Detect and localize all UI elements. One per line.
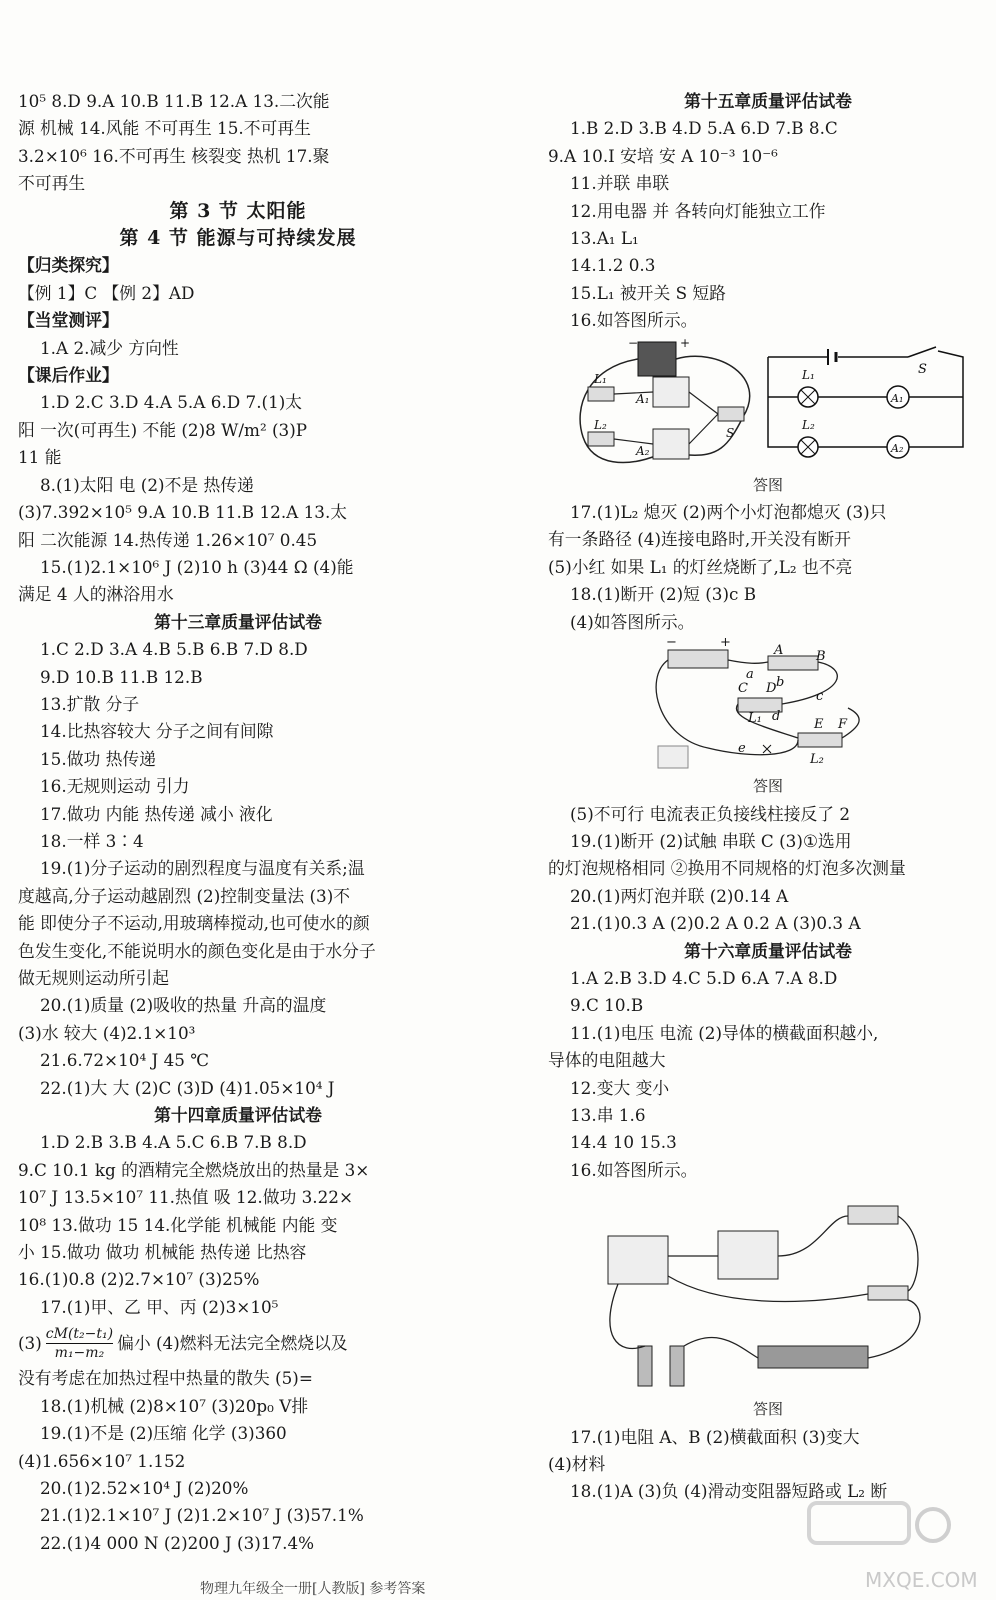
switch-symbol: [908, 347, 936, 357]
answer-line: 1.A 2.减少 方向性: [40, 337, 179, 358]
answer-line: 14.1.2 0.3: [570, 255, 656, 276]
label-minus: −: [628, 336, 639, 350]
section-heading: 第十三章质量评估试卷: [154, 611, 322, 632]
answer-line: 【归类探究】: [18, 255, 119, 276]
battery-icon: [638, 342, 676, 376]
answer-line: 21.6.72×10⁴ J 45 ℃: [40, 1050, 210, 1071]
fig2-label-0: −: [666, 638, 677, 651]
answer-line: 20.(1)2.52×10⁴ J (2)20%: [40, 1477, 249, 1498]
label-a1-physical: A₁: [636, 391, 650, 406]
answer-line: 17.(1)电阻 A、B (2)横截面积 (3)变大: [570, 1426, 860, 1447]
answer-figure: [548, 1196, 988, 1396]
frac-prefix: (3): [18, 1332, 42, 1353]
lamp-l2-symbol: [798, 437, 818, 457]
answer-line: 能 即使分子不运动,用玻璃棒搅动,也可使水的颜: [18, 913, 370, 934]
answer-line: 的灯泡规格相同 ②换用不同规格的灯泡多次测量: [548, 858, 906, 879]
section-heading: 第十五章质量评估试卷: [684, 91, 852, 111]
answer-line: 18.(1)机械 (2)8×10⁷ (3)20p₀ V排: [40, 1395, 309, 1416]
section-title: 第 3 节 太阳能: [169, 199, 307, 222]
answer-line: 21.(1)0.3 A (2)0.2 A 0.2 A (3)0.3 A: [570, 913, 861, 934]
answer-line: 15.(1)2.1×10⁶ J (2)10 h (3)44 Ω (4)能: [40, 556, 354, 577]
fig2-label-8: c: [816, 689, 824, 705]
battery-cell-2-icon: [670, 1346, 684, 1386]
answer-line: 阳 一次(可再生) 不能 (2)8 W/m² (3)P: [18, 419, 308, 440]
right-column: [548, 88, 988, 1506]
label-l2-schematic: L₂: [802, 417, 815, 432]
switch-icon: [848, 1206, 898, 1224]
answer-line: 做无规则运动所引起: [18, 968, 170, 988]
figure-caption: 答图: [752, 475, 783, 494]
answer-line: 8.(1)太阳 电 (2)不是 热传递: [40, 474, 254, 495]
answer-line: 【课后作业】: [18, 365, 119, 386]
label-l1-physical: L₁: [594, 371, 607, 386]
answer-line: 9.A 10.I 安培 安 A 10⁻³ 10⁻⁶: [548, 145, 778, 166]
answer-line: 【当堂测评】: [18, 310, 119, 331]
answer-line: 11.并联 串联: [570, 173, 670, 194]
answer-line: 13.扩散 分子: [40, 693, 140, 714]
answer-line: 16.无规则运动 引力: [40, 776, 190, 797]
circuit-figure-3: [598, 1196, 938, 1396]
fig2-label-3: A: [774, 643, 784, 659]
answer-line: 20.(1)质量 (2)吸收的热量 升高的温度: [40, 995, 327, 1016]
answer-line: 19.(1)断开 (2)试触 串联 C (3)①选用: [570, 830, 852, 851]
label-l2-physical: L₂: [594, 417, 607, 432]
answer-line: 色发生变化,不能说明水的颜色变化是由于水分子: [18, 940, 376, 961]
circuit-figure-2: [648, 638, 888, 773]
watermark-text: MXQE.COM: [865, 1568, 978, 1592]
ammeter-icon: [718, 1231, 778, 1279]
answer-line: 16.如答图所示。: [570, 1159, 698, 1180]
fig2-label-5: C: [738, 681, 748, 697]
section-heading: 第十四章质量评估试卷: [154, 1105, 322, 1126]
fig2-label-13: e: [738, 741, 746, 757]
switch-icon: [718, 407, 744, 421]
answer-line: 9.C 10.B: [570, 995, 644, 1016]
voltmeter-icon: [608, 1236, 668, 1284]
answer-line: 阳 二次能源 14.热传递 1.26×10⁷ 0.45: [18, 529, 318, 550]
fig2-label-6: D: [766, 681, 777, 697]
answer-line: (3)水 较大 (4)2.1×10³: [18, 1022, 196, 1043]
answer-line: 16.(1)0.8 (2)2.7×10⁷ (3)25%: [18, 1269, 260, 1290]
answer-line: 22.(1)大 大 (2)C (3)D (4)1.05×10⁴ J: [40, 1077, 335, 1098]
frac-denominator: m₁−m₂: [54, 1344, 105, 1361]
answer-line: 17.(1)L₂ 熄灭 (2)两个小灯泡都熄灭 (3)只: [570, 502, 887, 523]
circuit-figure-1: [568, 337, 968, 472]
answer-line: (4)如答图所示。: [570, 611, 695, 632]
answer-line: (4)材料: [548, 1454, 606, 1474]
left-column: [18, 88, 458, 1557]
label-a2-physical: A₂: [636, 443, 650, 458]
answer-line: 没有考虑在加热过程中热量的散失 (5)=: [18, 1368, 313, 1389]
fraction: [46, 1325, 113, 1362]
answer-line: 15.L₁ 被开关 S 短路: [570, 282, 726, 303]
bulb-l2-icon: [798, 733, 842, 747]
cross-mark-icon: [763, 745, 771, 753]
battery-cell-1-icon: [638, 1346, 652, 1386]
answer-line: 18.(1)断开 (2)短 (3)c B: [570, 584, 757, 605]
ammeter-a1-icon: [653, 377, 689, 407]
bulb-icon: [868, 1286, 908, 1300]
answer-line: 17.做功 内能 热传递 减小 液化: [40, 803, 273, 824]
figure-caption: 答图: [752, 1400, 783, 1419]
answer-line: 13.串 1.6: [570, 1104, 646, 1125]
page-footer: 物理九年级全一册[人教版] 参考答案: [200, 1581, 426, 1597]
answer-line: 1.C 2.D 3.A 4.B 5.B 6.B 7.D 8.D: [40, 639, 308, 660]
answer-line: 11.(1)电压 电流 (2)导体的横截面积越小,: [570, 1022, 879, 1043]
answer-line: 18.一样 3∶4: [40, 830, 144, 851]
answer-line: 14.比热容较大 分子之间有间隙: [40, 721, 274, 742]
answer-line: 满足 4 人的淋浴用水: [18, 584, 174, 605]
answer-line: 10⁷ J 13.5×10⁷ 11.热值 吸 12.做功 3.22×: [18, 1187, 354, 1208]
answer-line: [18, 1321, 458, 1365]
frac-suffix: 偏小 (4)燃料无法完全燃烧以及: [117, 1332, 348, 1353]
label-plus: +: [680, 336, 691, 350]
answer-line: 9.C 10.1 kg 的酒精完全燃烧放出的热量是 3×: [18, 1159, 370, 1180]
answer-line: 12.用电器 并 各转向灯能独立工作: [570, 200, 826, 221]
answer-line: 1.A 2.B 3.D 4.C 5.D 6.A 7.A 8.D: [570, 967, 838, 988]
figure-caption: 答图: [752, 777, 783, 796]
answer-line: 3.2×10⁶ 16.不可再生 核裂变 热机 17.聚: [18, 145, 330, 166]
switch-ab-icon: [768, 656, 818, 670]
lamp-l1-symbol: [798, 387, 818, 407]
bulb-l2-icon: [588, 432, 614, 446]
answer-line: 有一条路径 (4)连接电路时,开关没有断开: [548, 529, 851, 550]
fig2-label-2: a: [746, 667, 754, 683]
fig2-label-14: L₂: [810, 752, 824, 768]
answer-line: 源 机械 14.风能 不可再生 15.不可再生: [18, 118, 311, 139]
fig2-label-9: L₁: [748, 711, 762, 727]
ammeter-a2-icon: [653, 429, 689, 459]
label-a2-schematic: A₂: [891, 441, 904, 455]
fig2-label-10: d: [772, 709, 781, 725]
label-s-schematic: S: [918, 361, 927, 377]
answer-line: 导体的电阻越大: [548, 1050, 666, 1071]
label-l1-schematic: L₁: [802, 367, 815, 382]
answer-line: 22.(1)4 000 N (2)200 J (3)17.4%: [40, 1532, 315, 1553]
answer-line: 14.4 10 15.3: [570, 1132, 677, 1153]
fig2-label-12: F: [838, 717, 848, 733]
answer-line: 【例 1】C 【例 2】AD: [18, 282, 195, 303]
answer-line: 17.(1)甲、乙 甲、丙 (2)3×10⁵: [40, 1296, 279, 1317]
answer-line: 15.做功 热传递: [40, 748, 156, 769]
answer-line: 度越高,分子运动越剧烈 (2)控制变量法 (3)不: [18, 885, 351, 906]
section-heading: 第十六章质量评估试卷: [684, 940, 852, 961]
answer-line: 11 能: [18, 447, 62, 468]
fig2-label-7: b: [776, 675, 785, 691]
fig2-label-11: E: [814, 717, 824, 733]
answer-line: 19.(1)不是 (2)压缩 化学 (3)360: [40, 1423, 287, 1444]
answer-line: 16.如答图所示。: [570, 310, 698, 331]
answer-line: 1.D 2.B 3.B 4.A 5.C 6.B 7.B 8.D: [40, 1132, 307, 1153]
fig2-label-4: B: [816, 649, 826, 665]
frac-numerator: cM(t₂−t₁): [45, 1325, 114, 1342]
answer-line: (3)7.392×10⁵ 9.A 10.B 11.B 12.A 13.太: [18, 502, 348, 523]
answer-line: 21.(1)2.1×10⁷ J (2)1.2×10⁷ J (3)57.1%: [40, 1505, 364, 1526]
answer-line: 18.(1)A (3)负 (4)滑动变阻器短路或 L₂ 断: [570, 1481, 888, 1502]
answer-line: 10⁸ 13.做功 15 14.化学能 机械能 内能 变: [18, 1214, 338, 1235]
answer-figure: [548, 337, 988, 472]
rheostat-icon: [758, 1346, 868, 1368]
answer-figure: [548, 638, 988, 773]
answer-line: 19.(1)分子运动的剧烈程度与温度有关系;温: [40, 858, 365, 879]
answer-line: 10⁵ 8.D 9.A 10.B 11.B 12.A 13.二次能: [18, 91, 330, 111]
bulb-l1-icon: [588, 387, 614, 401]
answer-line: (5)小红 如果 L₁ 的灯丝烧断了,L₂ 也不亮: [548, 556, 853, 577]
answer-line: (5)不可行 电流表正负接线柱接反了 2: [570, 803, 851, 824]
answer-line: (4)1.656×10⁷ 1.152: [18, 1450, 186, 1471]
answer-line: 12.变大 变小: [570, 1077, 670, 1098]
answer-line: 不可再生: [18, 173, 86, 194]
label-s-physical: S: [726, 425, 735, 440]
answer-line: 9.D 10.B 11.B 12.B: [40, 666, 203, 687]
answer-line: 1.D 2.C 3.D 4.A 5.A 6.D 7.(1)太: [40, 392, 303, 413]
fig2-label-1: +: [720, 638, 731, 651]
answer-line: 20.(1)两灯泡并联 (2)0.14 A: [570, 885, 789, 906]
watermark-logo-icon: [805, 1495, 955, 1565]
answer-line: 13.A₁ L₁: [570, 228, 639, 249]
sticker-icon: [658, 746, 688, 768]
label-a1-schematic: A₁: [891, 391, 904, 405]
answer-line: 1.B 2.D 3.B 4.D 5.A 6.D 7.B 8.C: [570, 118, 838, 139]
section-title: 第 4 节 能源与可持续发展: [119, 227, 357, 250]
battery-pack-icon: [668, 650, 728, 668]
answer-line: 小 15.做功 做功 机械能 热传递 比热容: [18, 1242, 307, 1263]
